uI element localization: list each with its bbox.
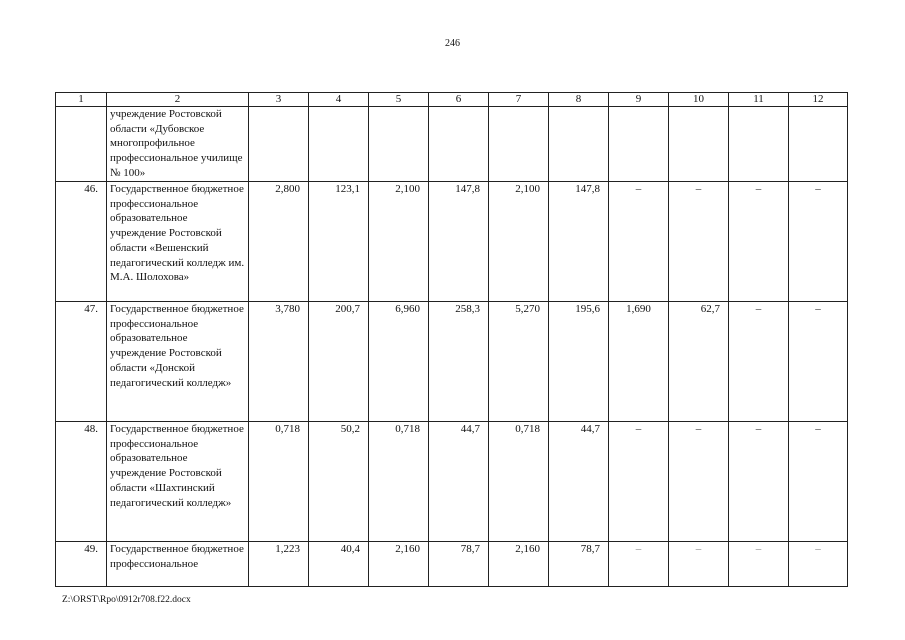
value-cell (309, 107, 369, 182)
value-cell: 50,2 (309, 422, 369, 542)
header-cell: 2 (107, 93, 249, 107)
value-cell (609, 107, 669, 182)
value-cell: 78,7 (549, 542, 609, 587)
value-cell: 5,270 (489, 302, 549, 422)
header-cell: 12 (789, 93, 848, 107)
value-cell: 147,8 (549, 182, 609, 302)
value-cell: 1,223 (249, 542, 309, 587)
row-number: 47. (56, 302, 107, 422)
value-cell: 2,160 (489, 542, 549, 587)
row-number: 49. (56, 542, 107, 587)
header-cell: 7 (489, 93, 549, 107)
value-cell (549, 107, 609, 182)
header-cell: 10 (669, 93, 729, 107)
value-cell (429, 107, 489, 182)
value-cell (249, 107, 309, 182)
value-cell: 0,718 (369, 422, 429, 542)
header-cell: 11 (729, 93, 789, 107)
institution-name: Государственное бюджетное профессиональное образовательное учреждение Ростовской области «Донской педагогический колледж» (107, 302, 249, 422)
value-cell: 147,8 (429, 182, 489, 302)
value-cell (369, 107, 429, 182)
value-cell: 258,3 (429, 302, 489, 422)
value-cell: – (789, 422, 848, 542)
value-cell: 2,160 (369, 542, 429, 587)
value-cell: 40,4 (309, 542, 369, 587)
value-cell: 195,6 (549, 302, 609, 422)
header-cell: 6 (429, 93, 489, 107)
value-cell: 44,7 (549, 422, 609, 542)
row-number: 48. (56, 422, 107, 542)
value-cell: – (669, 422, 729, 542)
value-cell: – (609, 542, 669, 587)
value-cell: – (609, 182, 669, 302)
table-row (56, 422, 848, 542)
header-cell: 1 (56, 93, 107, 107)
value-cell: 1,690 (609, 302, 669, 422)
institution-name: учреждение Ростовской области «Дубовское многопрофильное профессиональное училище № 100» (107, 107, 249, 182)
page-number: 246 (445, 38, 460, 49)
row-number (56, 107, 107, 182)
header-cell: 4 (309, 93, 369, 107)
header-row (56, 93, 848, 107)
value-cell: – (789, 542, 848, 587)
value-cell: 44,7 (429, 422, 489, 542)
value-cell: 2,800 (249, 182, 309, 302)
institution-name: Государственное бюджетное профессиональное (107, 542, 249, 587)
value-cell: 2,100 (489, 182, 549, 302)
value-cell: 2,100 (369, 182, 429, 302)
value-cell: 78,7 (429, 542, 489, 587)
row-number: 46. (56, 182, 107, 302)
value-cell: – (789, 302, 848, 422)
header-cell: 3 (249, 93, 309, 107)
file-path-footer: Z:\ORST\Rpo\0912r708.f22.docx (62, 595, 191, 605)
value-cell (729, 107, 789, 182)
value-cell: 62,7 (669, 302, 729, 422)
table-row (56, 182, 848, 302)
value-cell: 200,7 (309, 302, 369, 422)
value-cell (669, 107, 729, 182)
value-cell: – (729, 302, 789, 422)
value-cell: – (729, 542, 789, 587)
value-cell: 0,718 (249, 422, 309, 542)
header-cell: 8 (549, 93, 609, 107)
value-cell: – (669, 542, 729, 587)
institution-name: Государственное бюджетное профессиональное образовательное учреждение Ростовской области «Вешенский педагогический колледж им. М.А. Шолохова» (107, 182, 249, 302)
value-cell: 123,1 (309, 182, 369, 302)
table-row (56, 542, 848, 587)
value-cell: – (789, 182, 848, 302)
table-row (56, 107, 848, 182)
value-cell (489, 107, 549, 182)
value-cell: 3,780 (249, 302, 309, 422)
table-row (56, 302, 848, 422)
value-cell: 0,718 (489, 422, 549, 542)
header-cell: 9 (609, 93, 669, 107)
value-cell: – (729, 422, 789, 542)
data-table (55, 92, 848, 587)
value-cell: – (669, 182, 729, 302)
value-cell: – (609, 422, 669, 542)
institution-name: Государственное бюджетное профессиональное образовательное учреждение Ростовской области «Шахтинский педагогический колледж» (107, 422, 249, 542)
value-cell: 6,960 (369, 302, 429, 422)
value-cell (789, 107, 848, 182)
value-cell: – (729, 182, 789, 302)
header-cell: 5 (369, 93, 429, 107)
